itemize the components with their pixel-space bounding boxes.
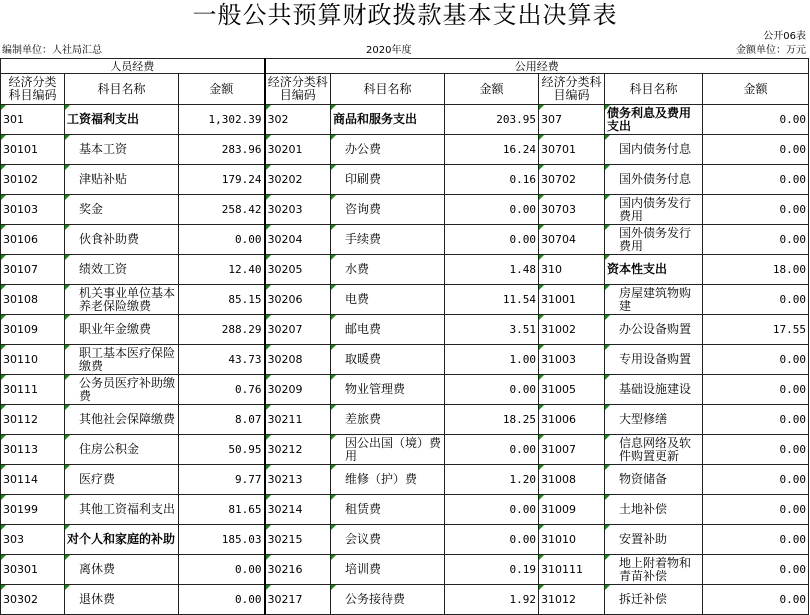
account-code: 30302 xyxy=(1,585,65,615)
account-name: 国外债务付息 xyxy=(605,165,703,195)
account-name: 差旅费 xyxy=(331,405,445,435)
code-col-header: 经济分类科目编码 xyxy=(1,74,65,105)
account-name: 奖金 xyxy=(65,195,179,225)
account-name: 职工基本医疗保险缴费 xyxy=(65,345,179,375)
account-code: 30112 xyxy=(1,405,65,435)
account-code: 31008 xyxy=(539,465,605,495)
account-code: 30208 xyxy=(265,345,331,375)
account-name: 手续费 xyxy=(331,225,445,255)
account-code: 30704 xyxy=(539,225,605,255)
fiscal-year: 2020年度 xyxy=(366,45,412,56)
amount: 0.00 xyxy=(703,435,809,465)
account-code: 30199 xyxy=(1,495,65,525)
amount: 43.73 xyxy=(179,345,265,375)
account-code: 30113 xyxy=(1,435,65,465)
amount: 0.00 xyxy=(179,585,265,615)
table-row xyxy=(1,585,809,615)
amount: 0.00 xyxy=(703,285,809,315)
account-name: 绩效工资 xyxy=(65,255,179,285)
table-row xyxy=(1,525,809,555)
account-name: 基础设施建设 xyxy=(605,375,703,405)
table-row xyxy=(1,135,809,165)
name-col-header: 科目名称 xyxy=(331,74,445,105)
account-name: 公务接待费 xyxy=(331,585,445,615)
name-col-header: 科目名称 xyxy=(65,74,179,105)
account-code: 30111 xyxy=(1,375,65,405)
amount: 0.00 xyxy=(703,465,809,495)
account-code: 30207 xyxy=(265,315,331,345)
account-name: 土地补偿 xyxy=(605,495,703,525)
account-name: 维修（护）费 xyxy=(331,465,445,495)
account-code: 30107 xyxy=(1,255,65,285)
account-code: 30206 xyxy=(265,285,331,315)
amount: 18.00 xyxy=(703,255,809,285)
account-name: 电费 xyxy=(331,285,445,315)
form-code: 公开06表 xyxy=(763,31,806,42)
amount: 81.65 xyxy=(179,495,265,525)
table-row xyxy=(1,165,809,195)
account-code: 30702 xyxy=(539,165,605,195)
amount: 12.40 xyxy=(179,255,265,285)
amount: 0.00 xyxy=(703,525,809,555)
amount: 0.00 xyxy=(703,585,809,615)
account-code: 31010 xyxy=(539,525,605,555)
account-code: 31007 xyxy=(539,435,605,465)
table-row xyxy=(1,405,809,435)
table-row xyxy=(1,285,809,315)
account-code: 30203 xyxy=(265,195,331,225)
amount: 0.00 xyxy=(445,495,539,525)
account-name: 邮电费 xyxy=(331,315,445,345)
account-name: 公务员医疗补助缴费 xyxy=(65,375,179,405)
table-row xyxy=(1,195,809,225)
compiling-unit: 编制单位：人社局汇总 xyxy=(2,45,102,56)
page-title: 一般公共预算财政拨款基本支出决算表 xyxy=(192,1,618,29)
amount: 203.95 xyxy=(445,105,539,135)
amount: 1.00 xyxy=(445,345,539,375)
table-row xyxy=(1,495,809,525)
account-code: 30101 xyxy=(1,135,65,165)
account-name: 其他工资福利支出 xyxy=(65,495,179,525)
amount: 18.25 xyxy=(445,405,539,435)
account-name: 机关事业单位基本养老保险缴费 xyxy=(65,285,179,315)
amount: 0.16 xyxy=(445,165,539,195)
table-row xyxy=(1,465,809,495)
account-name: 债务利息及费用支出 xyxy=(605,105,703,135)
account-code: 30703 xyxy=(539,195,605,225)
account-code: 30201 xyxy=(265,135,331,165)
account-code: 30110 xyxy=(1,345,65,375)
amount-col-header: 金额 xyxy=(703,74,809,105)
table-row xyxy=(1,255,809,285)
account-name: 物资储备 xyxy=(605,465,703,495)
account-name: 离休费 xyxy=(65,555,179,585)
amount: 0.00 xyxy=(703,165,809,195)
amount: 0.00 xyxy=(703,405,809,435)
account-name: 安置补助 xyxy=(605,525,703,555)
amount: 0.00 xyxy=(703,195,809,225)
account-code: 30114 xyxy=(1,465,65,495)
amount: 0.00 xyxy=(703,135,809,165)
account-code: 31003 xyxy=(539,345,605,375)
account-name: 地上附着物和青苗补偿 xyxy=(605,555,703,585)
account-name: 因公出国（境）费用 xyxy=(331,435,445,465)
table-row xyxy=(1,225,809,255)
account-code: 30106 xyxy=(1,225,65,255)
account-code: 310 xyxy=(539,255,605,285)
table-row xyxy=(1,345,809,375)
account-code: 30108 xyxy=(1,285,65,315)
amount: 0.00 xyxy=(445,435,539,465)
amount: 0.00 xyxy=(445,375,539,405)
amount: 17.55 xyxy=(703,315,809,345)
account-code: 30212 xyxy=(265,435,331,465)
account-name: 办公设备购置 xyxy=(605,315,703,345)
account-code: 30204 xyxy=(265,225,331,255)
account-code: 30209 xyxy=(265,375,331,405)
table-row xyxy=(1,555,809,585)
amount: 288.29 xyxy=(179,315,265,345)
account-code: 30202 xyxy=(265,165,331,195)
amount: 0.00 xyxy=(703,495,809,525)
amount: 50.95 xyxy=(179,435,265,465)
amount: 1.20 xyxy=(445,465,539,495)
amount: 179.24 xyxy=(179,165,265,195)
amount: 9.77 xyxy=(179,465,265,495)
account-code: 30213 xyxy=(265,465,331,495)
account-name: 基本工资 xyxy=(65,135,179,165)
account-code: 31001 xyxy=(539,285,605,315)
amount: 8.07 xyxy=(179,405,265,435)
account-name: 退休费 xyxy=(65,585,179,615)
amount: 0.00 xyxy=(445,225,539,255)
amount: 85.15 xyxy=(179,285,265,315)
account-name: 咨询费 xyxy=(331,195,445,225)
amount-col-header: 金额 xyxy=(179,74,265,105)
amount: 3.51 xyxy=(445,315,539,345)
table-row xyxy=(1,315,809,345)
account-code: 30211 xyxy=(265,405,331,435)
amount-col-header: 金额 xyxy=(445,74,539,105)
account-code: 301 xyxy=(1,105,65,135)
account-code: 31006 xyxy=(539,405,605,435)
amount: 0.00 xyxy=(703,225,809,255)
account-name: 伙食补助费 xyxy=(65,225,179,255)
code-col-header: 经济分类科目编码 xyxy=(539,74,605,105)
table-row xyxy=(1,375,809,405)
account-name: 职业年金缴费 xyxy=(65,315,179,345)
amount: 0.00 xyxy=(703,555,809,585)
expenditure-table xyxy=(0,58,809,615)
account-code: 31002 xyxy=(539,315,605,345)
amount: 1,302.39 xyxy=(179,105,265,135)
account-name: 大型修缮 xyxy=(605,405,703,435)
account-name: 资本性支出 xyxy=(605,255,703,285)
account-name: 办公费 xyxy=(331,135,445,165)
amount: 0.00 xyxy=(179,555,265,585)
amount-unit: 金额单位：万元 xyxy=(736,45,806,56)
account-name: 拆迁补偿 xyxy=(605,585,703,615)
account-name: 工资福利支出 xyxy=(65,105,179,135)
account-name: 房屋建筑物购建 xyxy=(605,285,703,315)
account-code: 31012 xyxy=(539,585,605,615)
amount: 16.24 xyxy=(445,135,539,165)
personnel-header: 人员经费 xyxy=(1,59,265,74)
account-name: 对个人和家庭的补助 xyxy=(65,525,179,555)
account-name: 专用设备购置 xyxy=(605,345,703,375)
amount: 0.00 xyxy=(703,375,809,405)
account-name: 培训费 xyxy=(331,555,445,585)
amount: 283.96 xyxy=(179,135,265,165)
account-code: 30216 xyxy=(265,555,331,585)
account-name: 国外债务发行费用 xyxy=(605,225,703,255)
account-code: 30217 xyxy=(265,585,331,615)
account-code: 30102 xyxy=(1,165,65,195)
account-name: 国内债务付息 xyxy=(605,135,703,165)
account-name: 医疗费 xyxy=(65,465,179,495)
account-code: 30109 xyxy=(1,315,65,345)
name-col-header: 科目名称 xyxy=(605,74,703,105)
account-code: 30205 xyxy=(265,255,331,285)
account-name: 住房公积金 xyxy=(65,435,179,465)
amount: 185.03 xyxy=(179,525,265,555)
account-code: 302 xyxy=(265,105,331,135)
amount: 0.00 xyxy=(703,345,809,375)
account-code: 31009 xyxy=(539,495,605,525)
account-code: 30214 xyxy=(265,495,331,525)
account-name: 水费 xyxy=(331,255,445,285)
code-col-header: 经济分类科目编码 xyxy=(265,74,331,105)
amount: 0.76 xyxy=(179,375,265,405)
table-row xyxy=(1,435,809,465)
account-name: 津贴补贴 xyxy=(65,165,179,195)
account-name: 会议费 xyxy=(331,525,445,555)
amount: 0.00 xyxy=(445,195,539,225)
account-code: 30215 xyxy=(265,525,331,555)
account-name: 租赁费 xyxy=(331,495,445,525)
account-code: 307 xyxy=(539,105,605,135)
account-code: 31005 xyxy=(539,375,605,405)
account-name: 国内债务发行费用 xyxy=(605,195,703,225)
amount: 1.48 xyxy=(445,255,539,285)
account-code: 310111 xyxy=(539,555,605,585)
amount: 258.42 xyxy=(179,195,265,225)
table-row xyxy=(1,105,809,135)
account-code: 30103 xyxy=(1,195,65,225)
account-code: 303 xyxy=(1,525,65,555)
amount: 0.19 xyxy=(445,555,539,585)
account-name: 商品和服务支出 xyxy=(331,105,445,135)
account-code: 30701 xyxy=(539,135,605,165)
account-code: 30301 xyxy=(1,555,65,585)
account-name: 取暖费 xyxy=(331,345,445,375)
amount: 0.00 xyxy=(179,225,265,255)
amount: 11.54 xyxy=(445,285,539,315)
public-header: 公用经费 xyxy=(265,59,809,74)
amount: 1.92 xyxy=(445,585,539,615)
account-name: 信息网络及软件购置更新 xyxy=(605,435,703,465)
account-name: 物业管理费 xyxy=(331,375,445,405)
account-name: 印刷费 xyxy=(331,165,445,195)
amount: 0.00 xyxy=(703,105,809,135)
amount: 0.00 xyxy=(445,525,539,555)
account-name: 其他社会保障缴费 xyxy=(65,405,179,435)
